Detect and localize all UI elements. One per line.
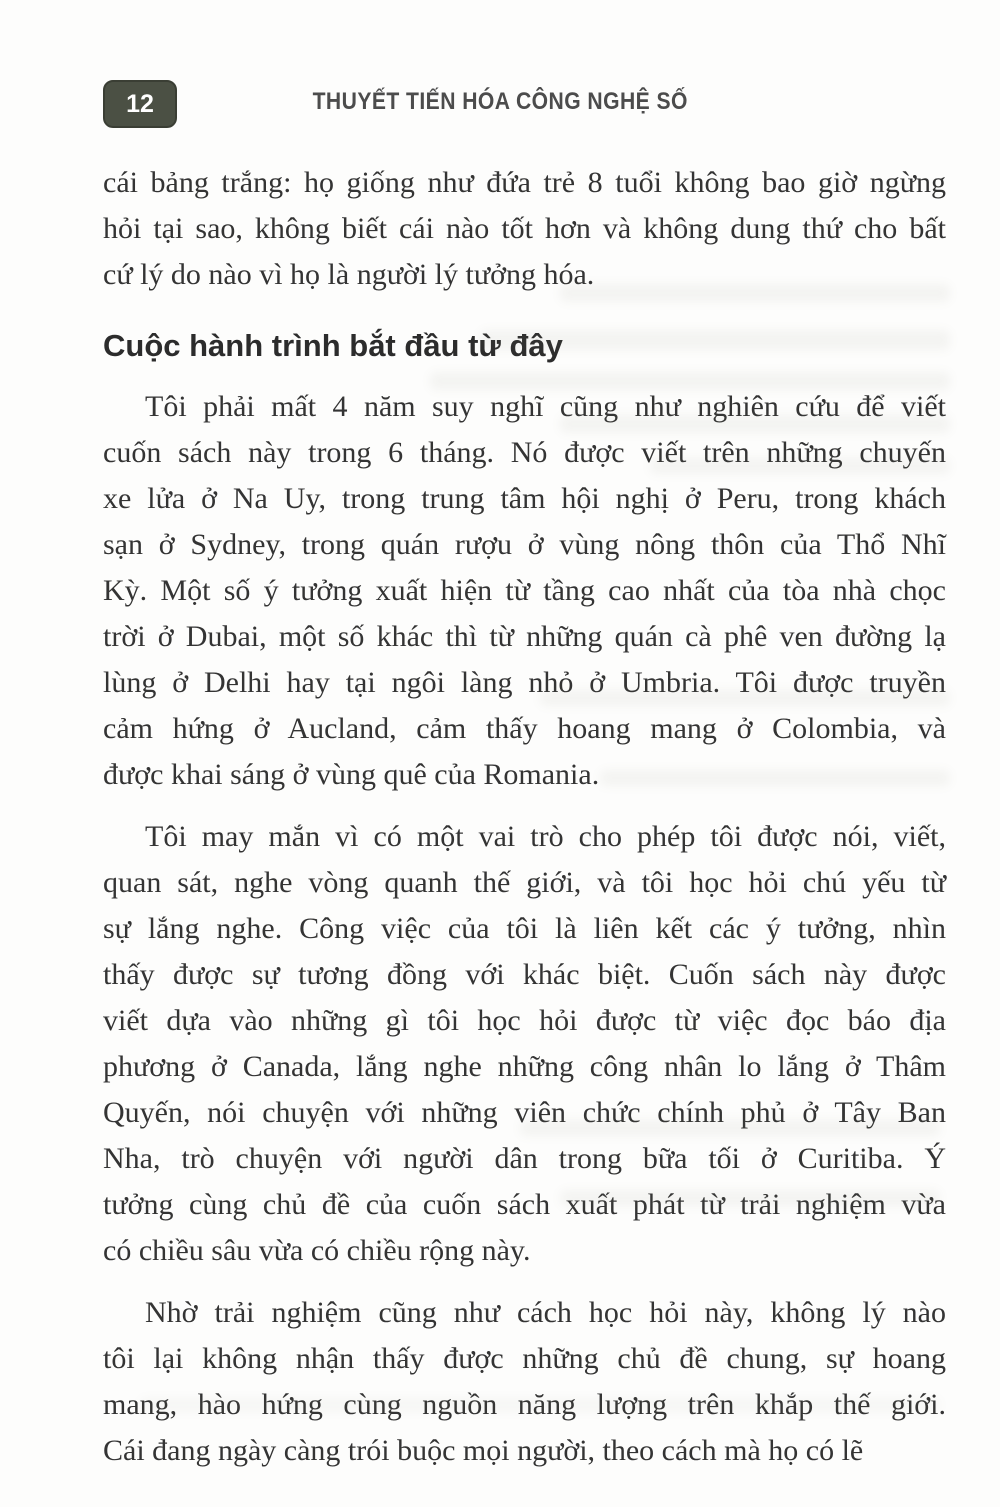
text-line: mang, hào hứng cùng nguồn năng lượng trên khắp thế giới.: [103, 1388, 946, 1421]
text-line: thấy được sự tương đồng với khác biệt. Cuốn sách này được: [103, 958, 946, 991]
text-line: sự lắng nghe. Công việc của tôi là liên kết các ý tưởng, nhìn: [103, 912, 946, 945]
paragraph: [103, 814, 946, 1274]
text-line: xe lửa ở Na Uy, trong trung tâm hội nghị ở Peru, trong khách: [103, 482, 946, 515]
text-line: hỏi tại sao, không biết cái nào tốt hơn và không dung thứ cho bất: [103, 212, 946, 245]
text-line: có chiều sâu vừa có chiều rộng này.: [103, 1234, 531, 1267]
text-line: sạn ở Sydney, trong quán rượu ở vùng nông thôn của Thổ Nhĩ: [103, 528, 946, 561]
paragraph: [103, 160, 946, 298]
text-line: Cái đang ngày càng trói buộc mọi người, theo cách mà họ có lẽ: [103, 1434, 864, 1467]
text-line: tưởng cùng chủ đề của cuốn sách xuất phát từ trải nghiệm vừa: [103, 1188, 946, 1221]
running-header-text: THUYẾT TIẾN HÓA CÔNG NGHỆ SỐ: [312, 88, 688, 115]
text-line: cứ lý do nào vì họ là người lý tưởng hóa.: [103, 258, 595, 291]
text-line: Tôi may mắn vì có một vai trò cho phép tôi được nói, viết,: [145, 820, 946, 853]
page-number: 12: [126, 89, 154, 118]
text-line: Nhờ trải nghiệm cũng như cách học hỏi này, không lý nào: [145, 1296, 946, 1329]
body-text: [103, 160, 946, 1490]
text-line: tôi lại không nhận thấy được những chủ đề chung, sự hoang: [103, 1342, 946, 1375]
text-line: cái bảng trắng: họ giống như đứa trẻ 8 tuổi không bao giờ ngừng: [103, 166, 946, 199]
text-line: Kỳ. Một số ý tưởng xuất hiện từ tầng cao nhất của tòa nhà chọc: [103, 574, 946, 607]
text-line: cuốn sách này trong 6 tháng. Nó được viết trên những chuyến: [103, 436, 946, 469]
text-line: trời ở Dubai, một số khác thì từ những quán cà phê ven đường lạ: [103, 620, 946, 653]
text-line: Quyến, nói chuyện với những viên chức chính phủ ở Tây Ban: [103, 1096, 946, 1129]
section-heading: Cuộc hành trình bắt đầu từ đây: [103, 328, 563, 363]
page-header: [0, 0, 1000, 150]
text-line: được khai sáng ở vùng quê của Romania.: [103, 758, 600, 791]
text-line: Tôi phải mất 4 năm suy nghĩ cũng như nghiên cứu để viết: [145, 390, 946, 423]
text-line: phương ở Canada, lắng nghe những công nhân lo lắng ở Thâm: [103, 1050, 946, 1083]
text-line: viết dựa vào những gì tôi học hỏi được từ việc đọc báo địa: [103, 1004, 946, 1037]
running-header: [0, 88, 1000, 116]
text-line: Nha, trò chuyện với người dân trong bữa tối ở Curitiba. Ý: [103, 1142, 946, 1175]
text-line: quan sát, nghe vòng quanh thế giới, và tôi học hỏi chú yếu từ: [103, 866, 946, 899]
paragraph: [103, 384, 946, 798]
paragraph: [103, 1290, 946, 1474]
text-line: cảm hứng ở Aucland, cảm thấy hoang mang ở Colombia, và: [103, 712, 946, 745]
text-line: lùng ở Delhi hay tại ngôi làng nhỏ ở Umbria. Tôi được truyền: [103, 666, 946, 699]
